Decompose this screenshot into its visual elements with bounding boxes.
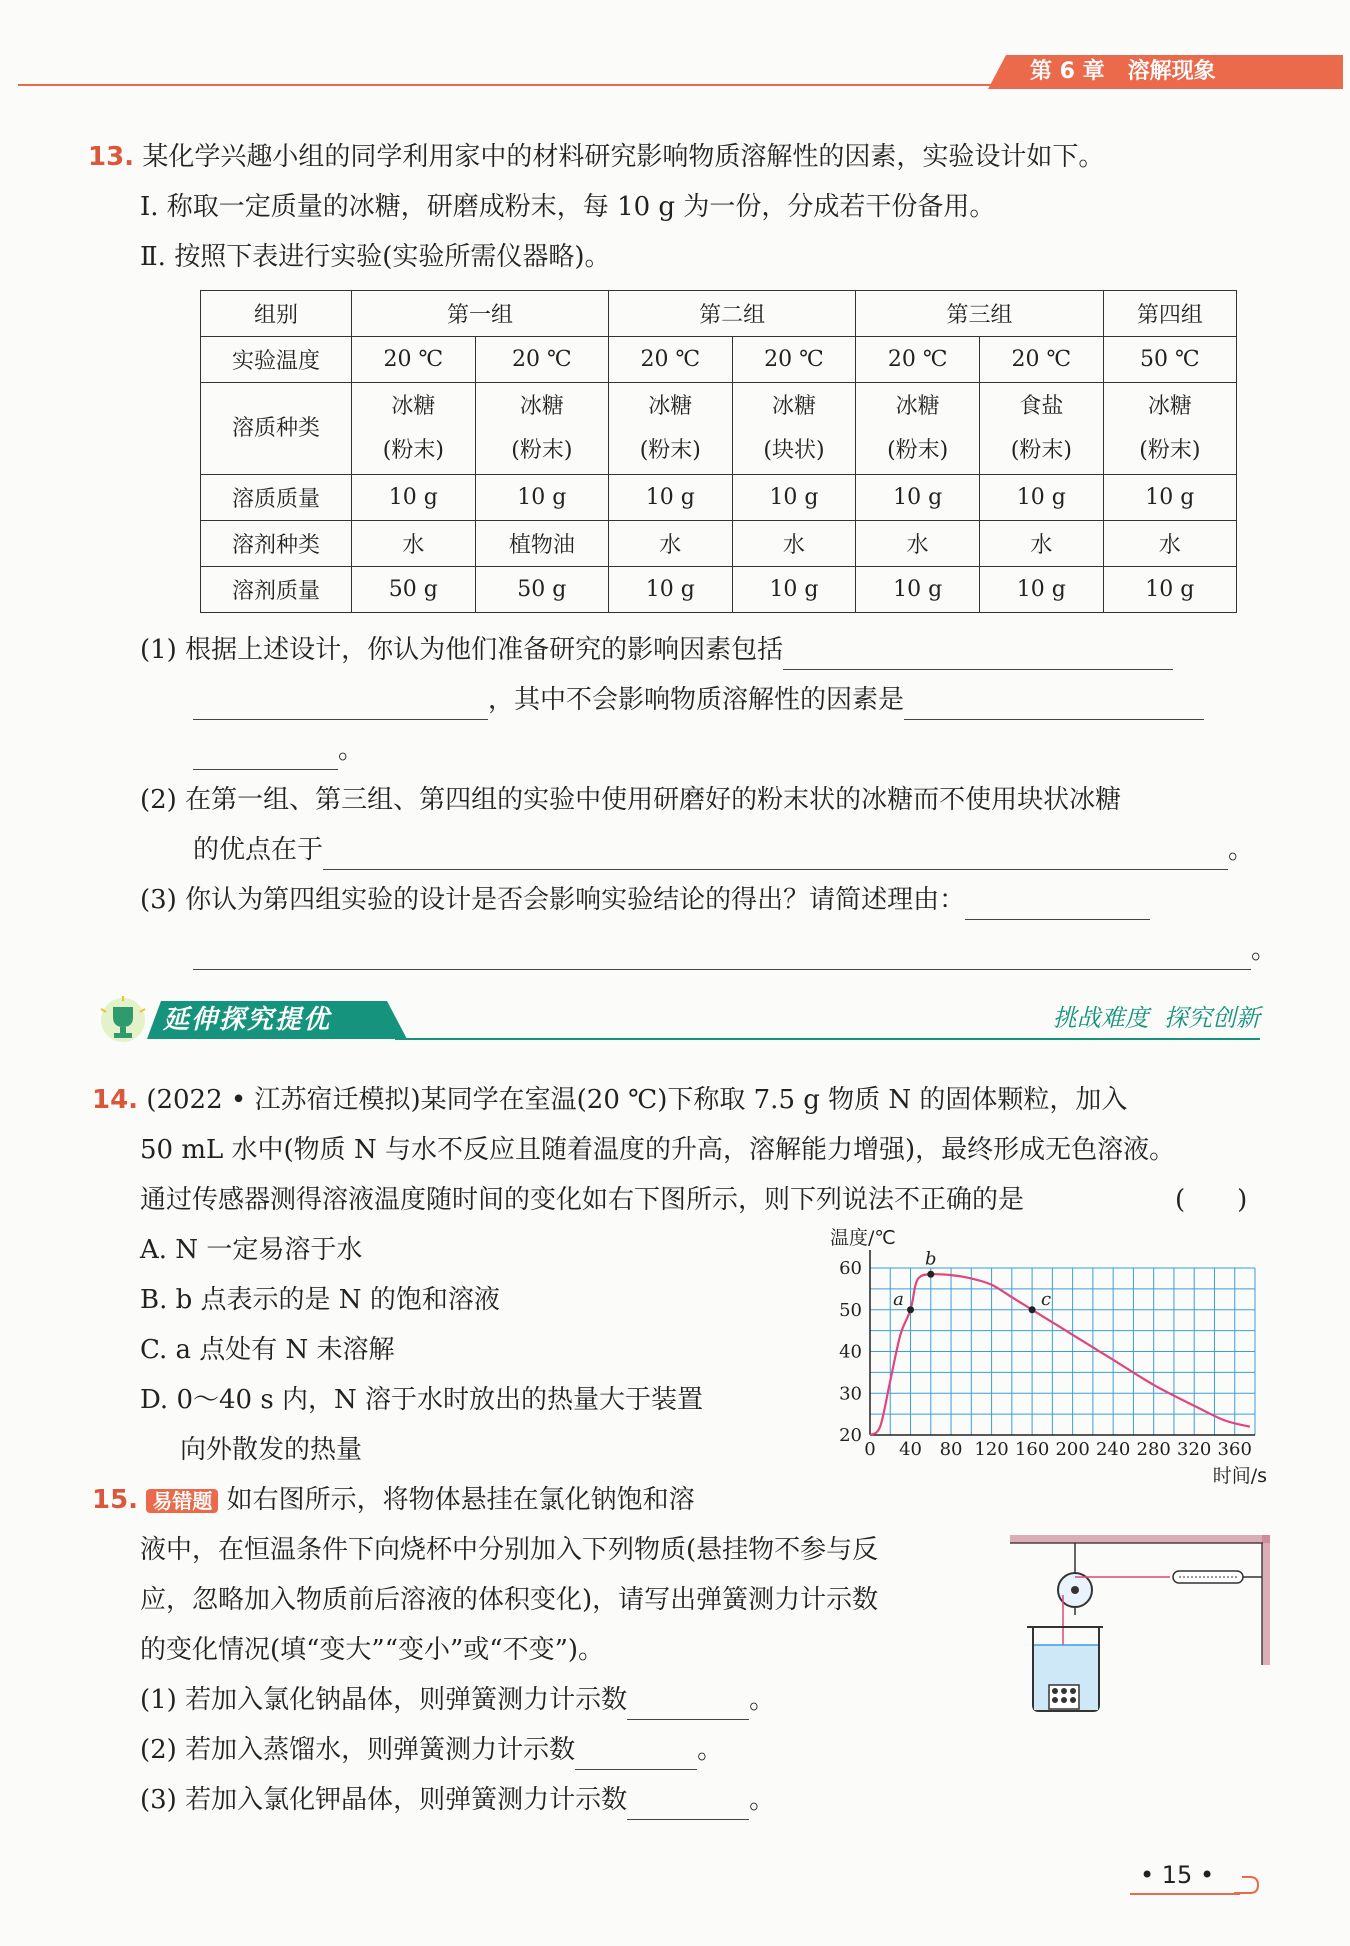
wall-bar — [1262, 1535, 1270, 1665]
y-tick-label: 60 — [839, 1258, 862, 1279]
table-cell: 10 g — [732, 567, 856, 613]
table-cell: 植物油 — [475, 521, 608, 567]
q15-line1: 15. 易错题 如右图所示，将物体悬挂在氯化钠饱和溶 — [92, 1485, 695, 1515]
point-label-b: b — [925, 1248, 937, 1270]
point-label-a: a — [893, 1288, 904, 1310]
option-a: A. N 一定易溶于水 — [140, 1235, 363, 1265]
section-title: 延伸探究提优 — [163, 1005, 332, 1035]
y-tick-label: 20 — [839, 1425, 862, 1446]
y-tick-label: 50 — [839, 1299, 862, 1321]
table-cell: 10 g — [608, 567, 732, 613]
question-number: 13. — [88, 142, 135, 172]
table-cell: 10 g — [856, 475, 980, 521]
q14-line2: 50 mL 水中(物质 N 与水不反应且随着温度的升高，溶解能力增强)，最终形成无色溶液。 — [140, 1135, 1176, 1165]
spring-scale-apparatus-illustration — [1005, 1535, 1280, 1755]
q13-part3-line1: (3) 你认为第四组实验的设计是否会影响实验结论的得出？请简述理由： — [140, 880, 1150, 920]
section-banner — [95, 995, 1260, 1045]
q15-sub3: (3) 若加入氯化钾晶体，则弹簧测力计示数 。 — [140, 1780, 775, 1820]
chapter-label: 第 6 章 溶解现象 — [1030, 59, 1216, 84]
answer-blank[interactable] — [627, 1789, 749, 1820]
answer-blank[interactable] — [904, 689, 1204, 720]
table-cell: 10 g — [352, 475, 476, 521]
row-label: 溶质质量 — [201, 475, 352, 521]
answer-blank[interactable] — [193, 939, 1251, 970]
ceiling-bar — [1010, 1535, 1270, 1543]
y-tick-label: 40 — [839, 1341, 862, 1363]
table-cell: 50 ℃ — [1103, 337, 1236, 383]
option-c: C. a 点处有 N 未溶解 — [140, 1335, 395, 1365]
x-tick-label: 240 — [1095, 1439, 1131, 1460]
table-cell: 20 ℃ — [979, 337, 1103, 383]
table-header: 第四组 — [1103, 291, 1236, 337]
x-tick-label: 320 — [1177, 1439, 1212, 1460]
answer-blank[interactable] — [193, 689, 488, 720]
error-prone-tag: 易错题 — [146, 1489, 218, 1513]
x-tick-label: 0 — [864, 1439, 876, 1460]
x-axis-label: 时间/s — [1212, 1465, 1267, 1487]
y-axis-label: 温度/℃ — [830, 1227, 896, 1249]
point-b — [927, 1271, 934, 1278]
table-cell: 食盐 (粉末) — [979, 383, 1103, 475]
q13-part1-line1: (1) 根据上述设计，你认为他们准备研究的影响因素包括 — [140, 630, 1173, 670]
option-b: B. b 点表示的是 N 的饱和溶液 — [140, 1285, 500, 1315]
x-tick-label: 80 — [939, 1439, 963, 1460]
table-cell: 50 g — [475, 567, 608, 613]
table-cell: 20 ℃ — [732, 337, 856, 383]
x-tick-label: 40 — [899, 1439, 922, 1460]
table-cell: 冰糖 (粉末) — [1103, 383, 1236, 475]
page-number-underline — [1130, 1893, 1240, 1895]
x-tick-label: 280 — [1136, 1439, 1171, 1460]
table-cell: 10 g — [979, 567, 1103, 613]
answer-blank[interactable] — [627, 1689, 749, 1720]
answer-paren[interactable]: ( ) — [1175, 1185, 1248, 1215]
q13-part2-line1: (2) 在第一组、第三组、第四组的实验中使用研磨好的粉末状的冰糖而不使用块状冰糖 — [140, 785, 1122, 815]
q14-line1: 14. (2022 • 江苏宿迁模拟)某同学在室温(20 ℃)下称取 7.5 g 物质 N 的固体颗粒，加入 — [92, 1085, 1128, 1115]
q15-sub1: (1) 若加入氯化钠晶体，则弹簧测力计示数 。 — [140, 1680, 775, 1720]
row-label: 溶剂种类 — [201, 521, 352, 567]
y-tick-label: 30 — [839, 1383, 862, 1405]
table-cell: 冰糖 (粉末) — [608, 383, 732, 475]
answer-blank[interactable] — [575, 1739, 697, 1770]
q13-stem: 13. 某化学兴趣小组的同学利用家中的材料研究影响物质溶解性的因素，实验设计如下。 — [88, 142, 1105, 172]
point-a — [907, 1306, 914, 1313]
table-cell: 水 — [979, 521, 1103, 567]
table-cell: 水 — [352, 521, 476, 567]
q13-part2-line2: 的优点在于 。 — [193, 830, 1254, 870]
table-cell: 10 g — [475, 475, 608, 521]
table-cell: 冰糖 (粉末) — [352, 383, 476, 475]
table-cell: 冰糖 (粉末) — [856, 383, 980, 475]
table-cell: 水 — [732, 521, 856, 567]
table-cell: 冰糖 (块状) — [732, 383, 856, 475]
x-tick-label: 160 — [1014, 1439, 1050, 1460]
temperature-curve — [870, 1274, 1250, 1435]
answer-blank[interactable] — [323, 839, 1228, 870]
row-label: 溶质种类 — [201, 383, 352, 475]
row-label: 溶剂质量 — [201, 567, 352, 613]
option-d: D. 0～40 s 内，N 溶于水时放出的热量大于装置 — [140, 1385, 703, 1415]
q13-part1-line3: 。 — [193, 730, 364, 770]
x-tick-label: 120 — [974, 1439, 1009, 1460]
row-label: 实验温度 — [201, 337, 352, 383]
table-cell: 10 g — [732, 475, 856, 521]
q15-line2: 液中，在恒温条件下向烧杯中分别加入下列物质(悬挂物不参与反 — [140, 1535, 879, 1565]
q15-line4: 的变化情况(填“变大”“变小”或“不变”)。 — [140, 1635, 605, 1665]
header-line — [18, 84, 1090, 86]
q15-line3: 应，忽略加入物质前后溶液的体积变化)，请写出弹簧测力计示数 — [140, 1585, 879, 1615]
table-cell: 水 — [608, 521, 732, 567]
page-curl-icon — [1232, 1873, 1262, 1897]
q13-part3-line2: 。 — [193, 930, 1277, 970]
table-header: 第三组 — [856, 291, 1103, 337]
table-cell: 冰糖 (粉末) — [475, 383, 608, 475]
q13-step2: Ⅱ. 按照下表进行实验(实验所需仪器略)。 — [140, 242, 611, 272]
experiment-table — [200, 290, 1237, 613]
table-cell: 10 g — [608, 475, 732, 521]
x-tick-label: 360 — [1217, 1439, 1252, 1460]
point-c — [1029, 1306, 1036, 1313]
table-cell: 10 g — [1103, 475, 1236, 521]
q14-line3: 通过传感器测得溶液温度随时间的变化如右下图所示，则下列说法不正确的是 — [140, 1185, 1025, 1215]
answer-blank[interactable] — [193, 739, 338, 770]
table-header: 第二组 — [608, 291, 855, 337]
answer-blank[interactable] — [783, 639, 1173, 670]
q13-part1-line2: ，其中不会影响物质溶解性的因素是 — [193, 680, 1204, 720]
table-cell: 水 — [856, 521, 980, 567]
table-header: 组别 — [201, 291, 352, 337]
question-number: 15. — [92, 1485, 139, 1515]
option-d-cont: 向外散发的热量 — [180, 1435, 363, 1465]
section-underline — [395, 1038, 1260, 1040]
q13-step1: Ⅰ. 称取一定质量的冰糖，研磨成粉末，每 10 g 为一份，分成若干份备用。 — [140, 192, 996, 222]
table-cell: 10 g — [979, 475, 1103, 521]
table-cell: 10 g — [856, 567, 980, 613]
table-cell: 20 ℃ — [608, 337, 732, 383]
answer-blank[interactable] — [965, 889, 1150, 920]
table-header: 第一组 — [352, 291, 609, 337]
page-number: • 15 • — [1140, 1861, 1215, 1889]
trophy-icon — [95, 995, 153, 1045]
table-cell: 50 g — [352, 567, 476, 613]
table-cell: 水 — [1103, 521, 1236, 567]
question-number: 14. — [92, 1085, 139, 1115]
q15-sub2: (2) 若加入蒸馏水，则弹簧测力计示数 。 — [140, 1730, 723, 1770]
table-cell: 10 g — [1103, 567, 1236, 613]
table-cell: 20 ℃ — [352, 337, 476, 383]
section-subtitle: 挑战难度 探究创新 — [1052, 1004, 1260, 1032]
x-tick-label: 200 — [1055, 1439, 1090, 1460]
point-label-c: c — [1041, 1288, 1052, 1310]
table-cell: 20 ℃ — [856, 337, 980, 383]
table-cell: 20 ℃ — [475, 337, 608, 383]
temperature-time-chart — [800, 1227, 1270, 1487]
